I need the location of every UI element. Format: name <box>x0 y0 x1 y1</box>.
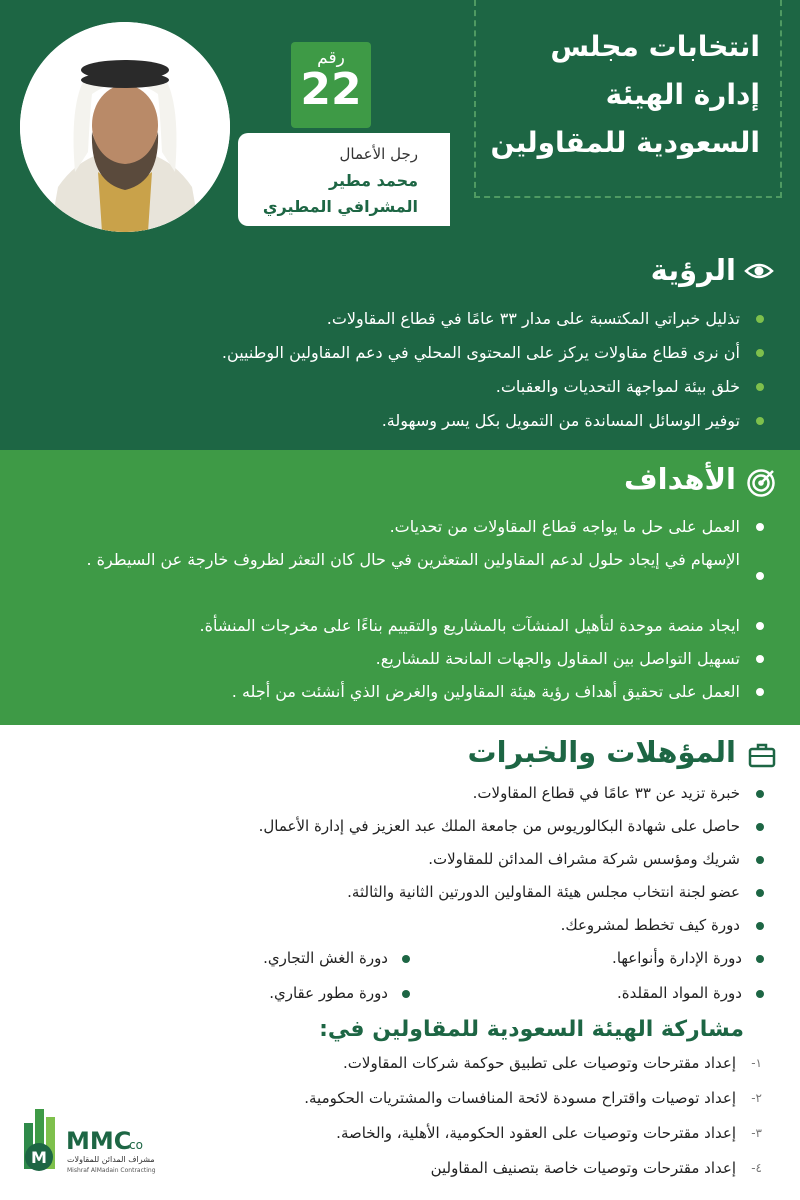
candidate-name-line-1: محمد مطير <box>329 171 418 190</box>
qualification-item: دورة كيف تخطط لمشروعك. <box>259 909 764 942</box>
qualification-item: شريك ومؤسس شركة مشراف المدائن للمقاولات. <box>259 843 764 876</box>
item-marker: ١- <box>751 1056 762 1070</box>
goal-item: ايجاد منصة موحدة لتأهيل المنشآت بالمشاريع والتقييم بناءًا على مخرجات المنشأة. <box>80 609 764 642</box>
qualification-item: خبرة تزيد عن ٣٣ عامًا في قطاع المقاولات. <box>259 777 764 810</box>
participation-text: إعداد مقترحات وتوصيات على تطبيق حوكمة شركات المقاولات. <box>343 1054 736 1072</box>
participation-item <box>304 1116 762 1151</box>
logo-brand: MMC <box>66 1127 132 1155</box>
participation-item <box>304 1151 762 1186</box>
eye-icon <box>744 259 774 283</box>
goals-section <box>0 450 800 725</box>
goals-list <box>80 510 764 708</box>
course-item: دورة مطور عقاري. <box>269 977 410 1010</box>
item-marker: ٢- <box>751 1091 762 1105</box>
qualification-item: حاصل على شهادة البكالوريوس من جامعة الملك عبد العزيز في إدارة الأعمال. <box>259 810 764 843</box>
candidate-role: رجل الأعمال <box>339 145 418 163</box>
course-item: دورة الإدارة وأنواعها. <box>612 942 764 975</box>
header-section <box>0 0 800 450</box>
item-marker: ٣- <box>751 1126 762 1140</box>
goal-item: تسهيل التواصل بين المقاول والجهات المانحة للمشاريع. <box>80 642 764 675</box>
participation-heading: مشاركة الهيئة السعودية للمقاولين في: <box>319 1017 744 1042</box>
title-line-3: السعودية للمقاولين <box>490 126 760 159</box>
goal-item: الإسهام في إيجاد حلول لدعم المقاولين المتعثرين في حال كان التعثر لظروف خارجة عن السيطرة . <box>80 543 764 609</box>
title-line-1: انتخابات مجلس <box>550 30 760 63</box>
vision-item: تذليل خبراتي المكتسبة على مدار ٣٣ عامًا في قطاع المقاولات. <box>222 302 764 336</box>
logo-arabic-name: مشراف المدائن للمقاولات <box>67 1155 155 1164</box>
candidate-name-line-2: المشرافي المطيري <box>262 197 418 216</box>
mmc-logo-mark <box>20 1105 180 1185</box>
participation-item <box>304 1046 762 1081</box>
qualifications-heading: المؤهلات والخبرات <box>467 735 736 769</box>
number-label: رقم <box>317 48 345 68</box>
participation-text: إعداد مقترحات وتوصيات على العقود الحكومية، الأهلية، والخاصة. <box>336 1124 736 1142</box>
goals-heading: الأهداف <box>623 462 736 496</box>
title-line-2: إدارة الهيئة <box>605 78 760 111</box>
candidate-number: 22 <box>300 64 362 115</box>
candidate-photo <box>20 22 230 232</box>
participation-text: إعداد مقترحات وتوصيات خاصة بتصنيف المقاولين <box>430 1159 736 1177</box>
vision-item: خلق بيئة لمواجهة التحديات والعقبات. <box>222 370 764 404</box>
participation-list <box>304 1046 762 1186</box>
logo-suffix: co <box>129 1138 143 1152</box>
qualifications-list <box>259 777 764 942</box>
goal-item: العمل على حل ما يواجه قطاع المقاولات من تحديات. <box>80 510 764 543</box>
company-logo <box>20 1105 180 1185</box>
item-marker: ٤- <box>751 1161 762 1175</box>
vision-item: توفير الوسائل المساندة من التمويل بكل يسر وسهولة. <box>222 404 764 438</box>
candidate-number-badge <box>291 42 371 128</box>
election-title-box <box>474 0 782 198</box>
briefcase-icon <box>748 742 776 768</box>
candidate-name-card <box>238 133 450 226</box>
svg-text:M: M <box>31 1148 47 1167</box>
course-item: دورة المواد المقلدة. <box>617 977 764 1010</box>
course-item: دورة الغش التجاري. <box>263 942 410 975</box>
vision-item: أن نرى قطاع مقاولات يركز على المحتوى المحلي في دعم المقاولين الوطنيين. <box>222 336 764 370</box>
vision-list <box>222 302 764 438</box>
vision-heading: الرؤية <box>650 253 736 287</box>
qualification-item: عضو لجنة انتخاب مجلس هيئة المقاولين الدورتين الثانية والثالثة. <box>259 876 764 909</box>
logo-english-name: Mishraf AlMadain Contracting <box>67 1167 156 1174</box>
participation-item <box>304 1081 762 1116</box>
target-icon <box>746 468 776 498</box>
participation-text: إعداد توصيات واقتراح مسودة لائحة المنافسات والمشتريات الحكومية. <box>304 1089 736 1107</box>
goal-item: العمل على تحقيق أهداف رؤية هيئة المقاولين والغرض الذي أنشئت من أجله . <box>80 675 764 708</box>
